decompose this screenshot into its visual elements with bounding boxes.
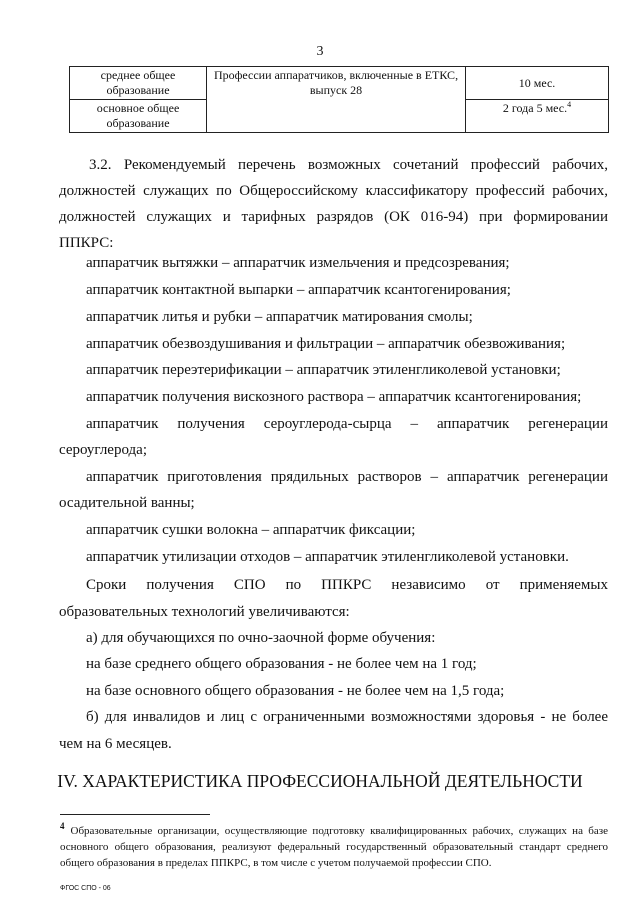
item-a-1: на базе среднего общего образования - не более чем на 1 год;: [86, 656, 477, 672]
page-number: 3: [316, 44, 324, 59]
footnote-mark: 4: [60, 821, 65, 832]
footnote-text: Образовательные организации, осуществляющие подготовку квалифицированных рабочих, служащих на базе основного общего образования, реализуют федеральный государственный образовательный стандарт среднего общего образования в пределах ППКРС, в том числе с учетом получаемой профессии СПО.: [60, 825, 608, 869]
footnote: [60, 823, 608, 871]
education-level-cell: основное общее образование: [70, 100, 207, 133]
list-item: аппаратчик получения вискозного раствора – аппаратчик ксантогенирования;: [86, 389, 582, 405]
list-item-continuation: сероуглерода;: [59, 442, 147, 458]
item-a: а) для обучающихся по очно-заочной форме обучения:: [86, 630, 436, 646]
education-level-cell: среднее общее образование: [70, 67, 207, 100]
page-footer: ФГОС СПО - 06: [60, 885, 111, 892]
terms-line: Сроки получения СПО по ППКРС независимо от применяемых: [86, 577, 608, 593]
duration-cell: [466, 100, 609, 133]
item-b: б) для инвалидов и лиц с ограниченными возможностями здоровья - не более: [86, 709, 608, 725]
list-item: аппаратчик сушки волокна – аппаратчик фиксации;: [86, 522, 416, 538]
footnote-ref: 4: [567, 100, 572, 109]
footnote-divider: [60, 814, 210, 815]
list-item: аппаратчик обезвоздушивания и фильтрации – аппаратчик обезвоживания;: [86, 336, 566, 352]
list-item: аппаратчик контактной выпарки – аппаратчик ксантогенирования;: [86, 282, 511, 298]
table-row: [70, 67, 609, 100]
list-item: аппаратчик вытяжки – аппаратчик измельчения и предсозревания;: [86, 255, 510, 271]
paragraph-3-2: 3.2. Рекомендуемый перечень возможных сочетаний профессий рабочих, должностей служащих по Общероссийскому классификатору профессий рабочих, должностей служащих и тарифных разрядов (ОК 016-94) при формировании ППКРС:: [59, 157, 608, 251]
training-duration-table: [69, 66, 609, 133]
duration-value: 2 года 5 мес.: [502, 101, 568, 115]
item-b-continuation: чем на 6 месяцев.: [59, 736, 172, 752]
list-item: аппаратчик приготовления прядильных растворов – аппаратчик регенерации: [86, 469, 608, 485]
list-item: аппаратчик утилизации отходов – аппаратчик этиленгликолевой установки.: [86, 549, 569, 565]
duration-cell: [466, 67, 609, 100]
list-item: аппаратчик переэтерификации – аппаратчик этиленгликолевой установки;: [86, 362, 561, 378]
list-item: аппаратчик литья и рубки – аппаратчик матирования смолы;: [86, 309, 473, 325]
item-a-2: на базе основного общего образования - не более чем на 1,5 года;: [86, 683, 505, 699]
list-item-continuation: осадительной ванны;: [59, 495, 195, 511]
duration-value: 10 мес.: [518, 75, 556, 90]
terms-line: образовательных технологий увеличиваются:: [59, 604, 350, 620]
profession-cell: Профессии аппаратчиков, включенные в ЕТКС, выпуск 28: [207, 67, 466, 133]
section-heading: IV. ХАРАКТЕРИСТИКА ПРОФЕССИОНАЛЬНОЙ ДЕЯТЕЛЬНОСТИ: [57, 771, 583, 791]
list-item: аппаратчик получения сероуглерода-сырца – аппаратчик регенерации: [86, 416, 608, 432]
